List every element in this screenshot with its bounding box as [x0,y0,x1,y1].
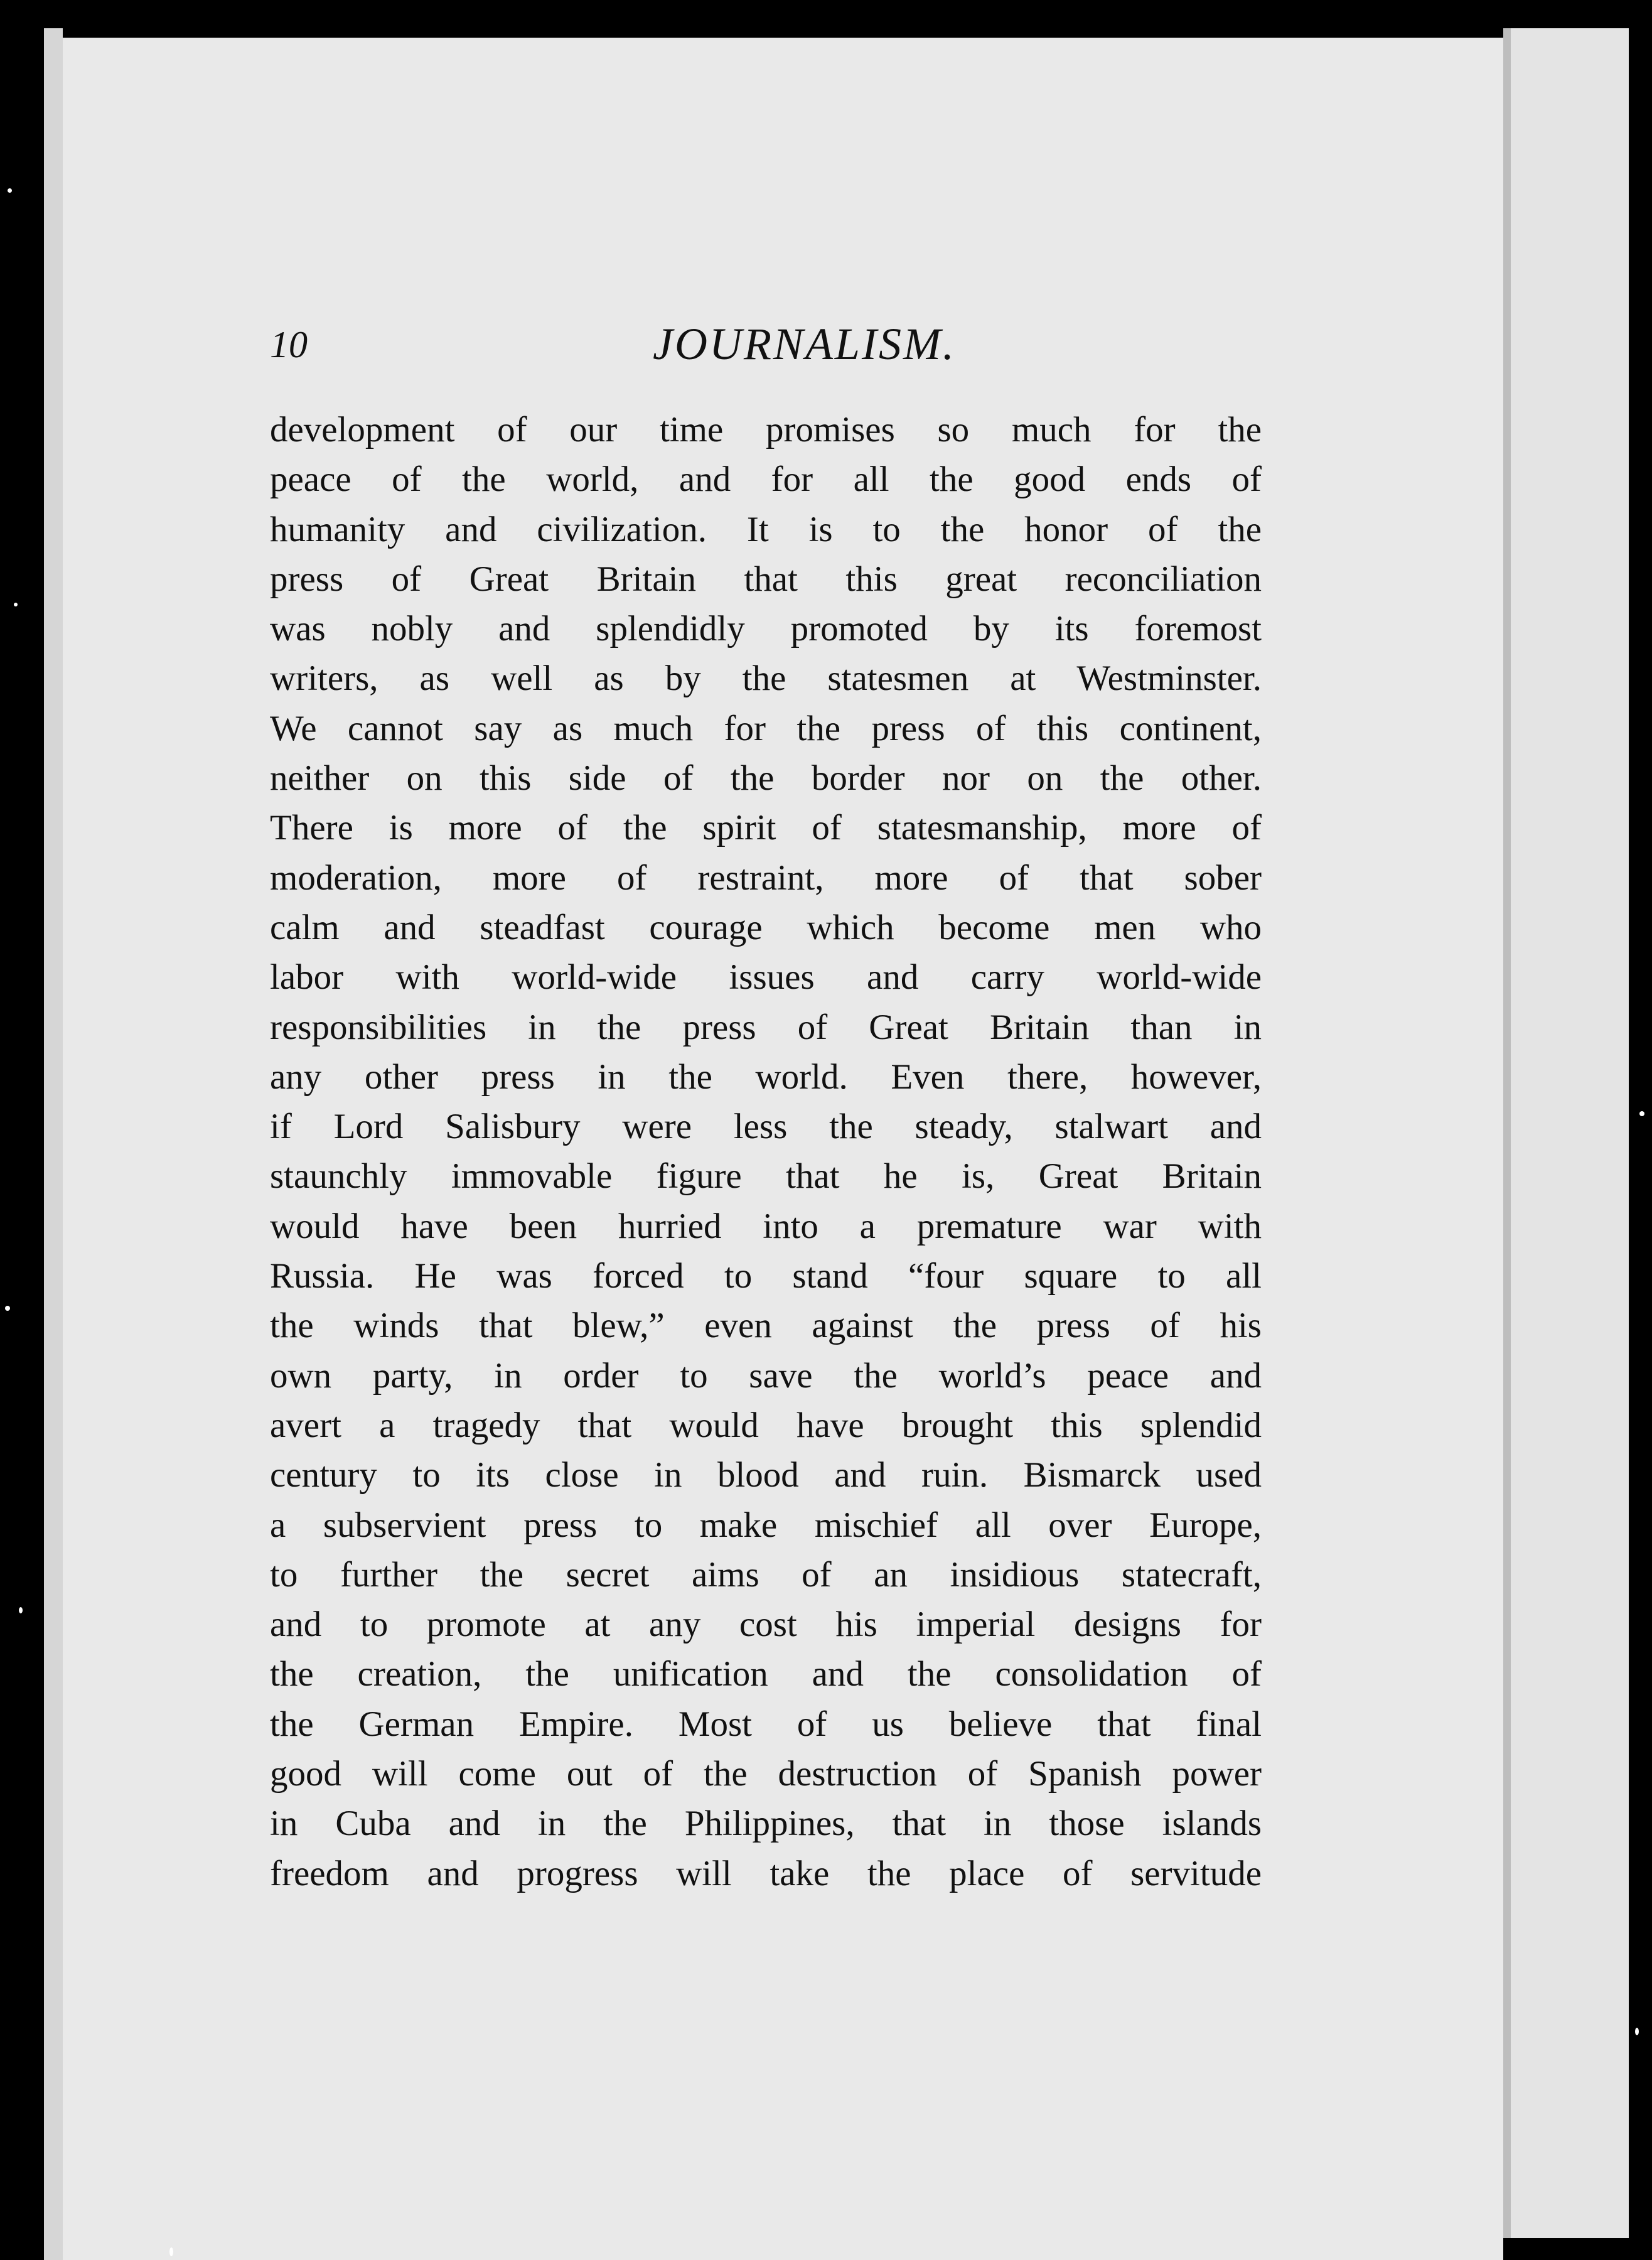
scan-speck [169,2247,173,2256]
text-line: staunchly immovable figure that he is, Great Britain [270,1156,1262,1197]
text-line: good will come out of the destruction of Spanish power [270,1754,1262,1794]
text-line: press of Great Britain that this great reconciliation [270,559,1262,599]
text-line: in Cuba and in the Philippines, that in those islands [270,1804,1262,1844]
text-line: freedom and progress will take the place of servitude [270,1853,1262,1893]
text-line: humanity and civilization. It is to the honor of the [270,509,1262,549]
text-line: neither on this side of the border nor on the other. [270,758,1262,799]
text-line: to further the secret aims of an insidious statecraft, [270,1554,1262,1595]
text-line: There is more of the spirit of statesmanship, more of [270,808,1262,848]
back-page-edge [1503,28,1629,2238]
text-line: any other press in the world. Even there, however, [270,1057,1262,1097]
text-line: own party, in order to save the world’s peace and [270,1355,1262,1396]
book-page [63,38,1503,2260]
text-line: was nobly and splendidly promoted by its foremost [270,609,1262,649]
left-page-edge [44,28,63,2260]
scan-speck [1635,2028,1639,2035]
running-head: JOURNALISM. [653,319,956,369]
text-line: if Lord Salisbury were less the steady, stalwart and [270,1107,1262,1147]
page-header [63,319,1503,386]
page-number: 10 [270,324,308,365]
scan-speck [14,603,18,606]
scan-speck [1639,1111,1644,1116]
scan-speck [19,1607,23,1613]
text-line: responsibilities in the press of Great Britain than in [270,1007,1262,1047]
text-line: a subservient press to make mischief all over Europe, [270,1505,1262,1545]
text-line: the creation, the unification and the consolidation of [270,1654,1262,1694]
back-page-shadow [1503,28,1511,2238]
body-text [270,405,1262,1898]
text-line: writers, as well as by the statesmen at Westminster. [270,659,1262,699]
text-line: labor with world-wide issues and carry world-wide [270,957,1262,998]
text-line: and to promote at any cost his imperial designs for [270,1605,1262,1645]
text-line: peace of the world, and for all the good ends of [270,460,1262,500]
text-line: moderation, more of restraint, more of that sober [270,858,1262,898]
text-line: development of our time promises so much for the [270,410,1262,449]
text-line: would have been hurried into a premature war with [270,1206,1262,1246]
scan-speck [8,188,12,193]
text-line: We cannot say as much for the press of this continent, [270,708,1262,748]
scan-speck [5,1306,10,1311]
text-line: the German Empire. Most of us believe that final [270,1704,1262,1744]
text-line: avert a tragedy that would have brought this splendid [270,1405,1262,1445]
text-line: calm and steadfast courage which become men who [270,907,1262,947]
text-line: the winds that blew,” even against the press of his [270,1306,1262,1346]
text-line: Russia. He was forced to stand “four square to all [270,1256,1262,1296]
text-line: century to its close in blood and ruin. Bismarck used [270,1455,1262,1495]
